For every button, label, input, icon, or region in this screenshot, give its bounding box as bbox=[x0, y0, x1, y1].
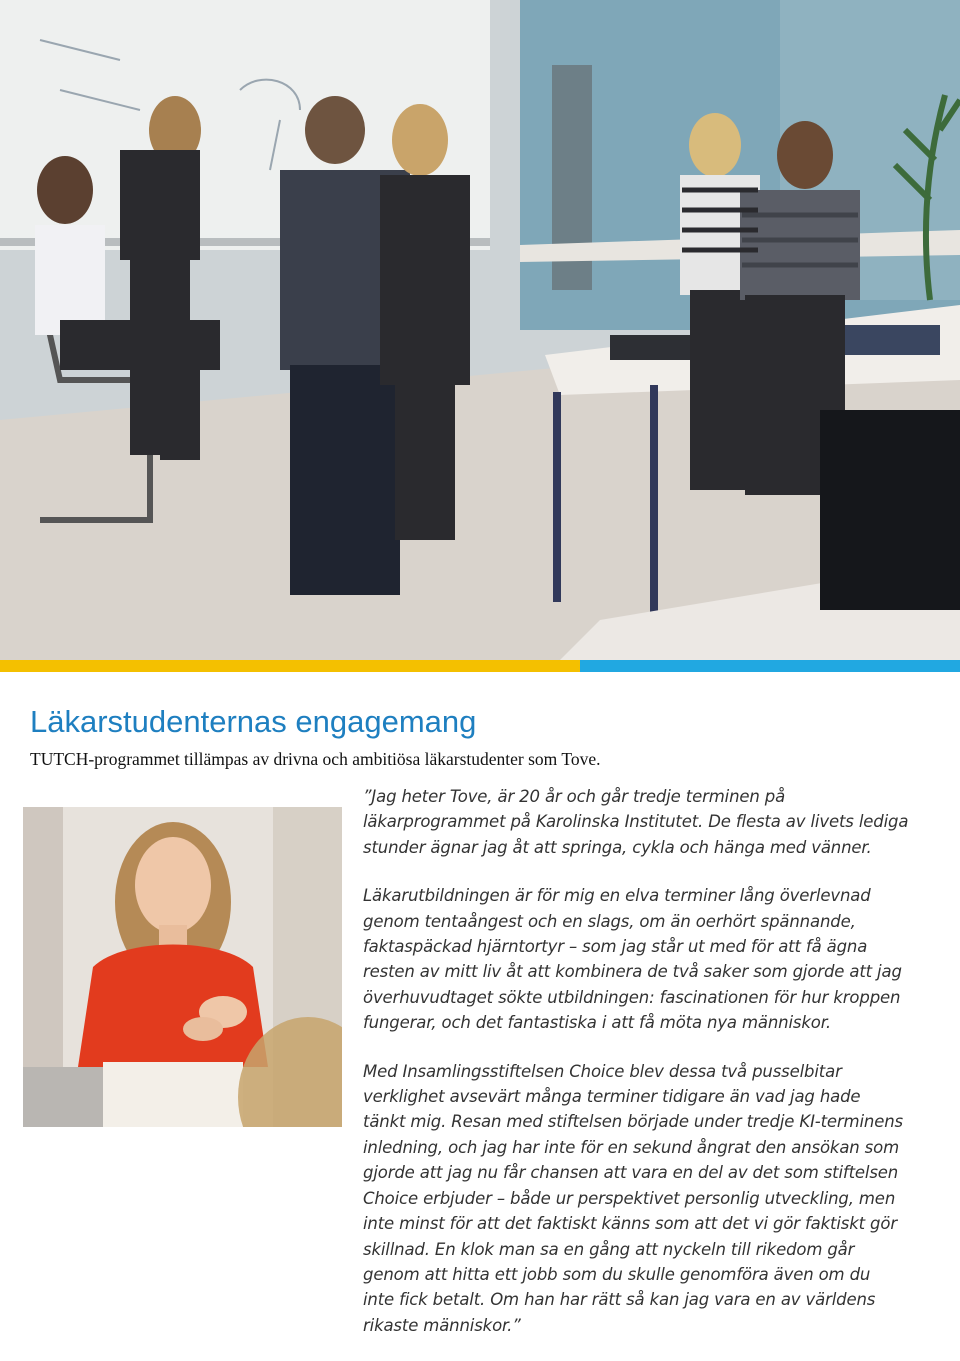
text-line: Läkarutbildningen är för mig en elva terminer lång överlevnad bbox=[363, 886, 871, 906]
text-line: genom tentaångest och en slags, om än oerhört spännande, bbox=[363, 911, 856, 931]
portrait-photo-icon bbox=[23, 807, 342, 1127]
hero-photo bbox=[0, 0, 960, 660]
text-line: inte minst för att det faktiskt känns som att det vi gör faktiskt gör bbox=[363, 1214, 897, 1234]
article-body bbox=[363, 784, 948, 1361]
portrait-photo bbox=[23, 807, 342, 1127]
page-subtitle: TUTCH-programmet tillämpas av drivna och ambitiösa läkarstudenter som Tove. bbox=[30, 749, 601, 769]
text-line: Med Insamlingsstiftelsen Choice blev dessa två pusselbitar bbox=[363, 1061, 842, 1081]
text-line: stunder ägnar jag åt att springa, cykla och hänga med vänner. bbox=[363, 837, 872, 857]
blue-divider bbox=[580, 660, 960, 672]
paragraph-education bbox=[363, 883, 948, 1035]
text-line: verklighet avsevärt många terminer tidigare än vad jag hade bbox=[363, 1087, 861, 1107]
text-line: genom att hitta ett jobb som du skulle genomföra även om du bbox=[363, 1264, 871, 1284]
text-line: gjorde att jag nu får chansen att vara en del av det som stiftelsen bbox=[363, 1163, 899, 1183]
text-line: skillnad. En klok man sa en gång att nyckeln till rikedom går bbox=[363, 1239, 855, 1259]
text-line: faktaspäckad hjärntortyr – som jag står ut med för att få ägna bbox=[363, 937, 868, 957]
text-line: Choice erbjuder – både ur perspektivet personlig utveckling, men bbox=[363, 1188, 896, 1208]
text-line: fungerar, och det fantastiska i att få möta nya människor. bbox=[363, 1013, 831, 1033]
text-line: rikaste människor.” bbox=[363, 1315, 521, 1335]
text-line: inledning, och jag har inte för en sekund ångrat den ansökan som bbox=[363, 1137, 899, 1157]
classroom-photo-icon bbox=[0, 0, 960, 660]
text-line: läkarprogrammet på Karolinska Institutet. De flesta av livets lediga bbox=[363, 812, 909, 832]
text-line: ”Jag heter Tove, är 20 år och går tredje terminen på bbox=[363, 787, 786, 806]
page-title: Läkarstudenternas engagemang bbox=[30, 704, 477, 739]
text-line: tänkt mig. Resan med stiftelsen började under tredje KI-terminens bbox=[363, 1112, 903, 1132]
text-line: inte fick betalt. Om han har rätt så kan jag vara en av världens bbox=[363, 1290, 876, 1310]
text-line: resten av mitt liv åt att kombinera de två saker som gjorde att jag bbox=[363, 962, 902, 982]
text-line: överhuvudtaget sökte utbildningen: fascinationen för hur kroppen bbox=[363, 987, 901, 1007]
paragraph-intro bbox=[363, 784, 948, 860]
paragraph-choice bbox=[363, 1059, 948, 1338]
yellow-divider bbox=[0, 660, 580, 672]
